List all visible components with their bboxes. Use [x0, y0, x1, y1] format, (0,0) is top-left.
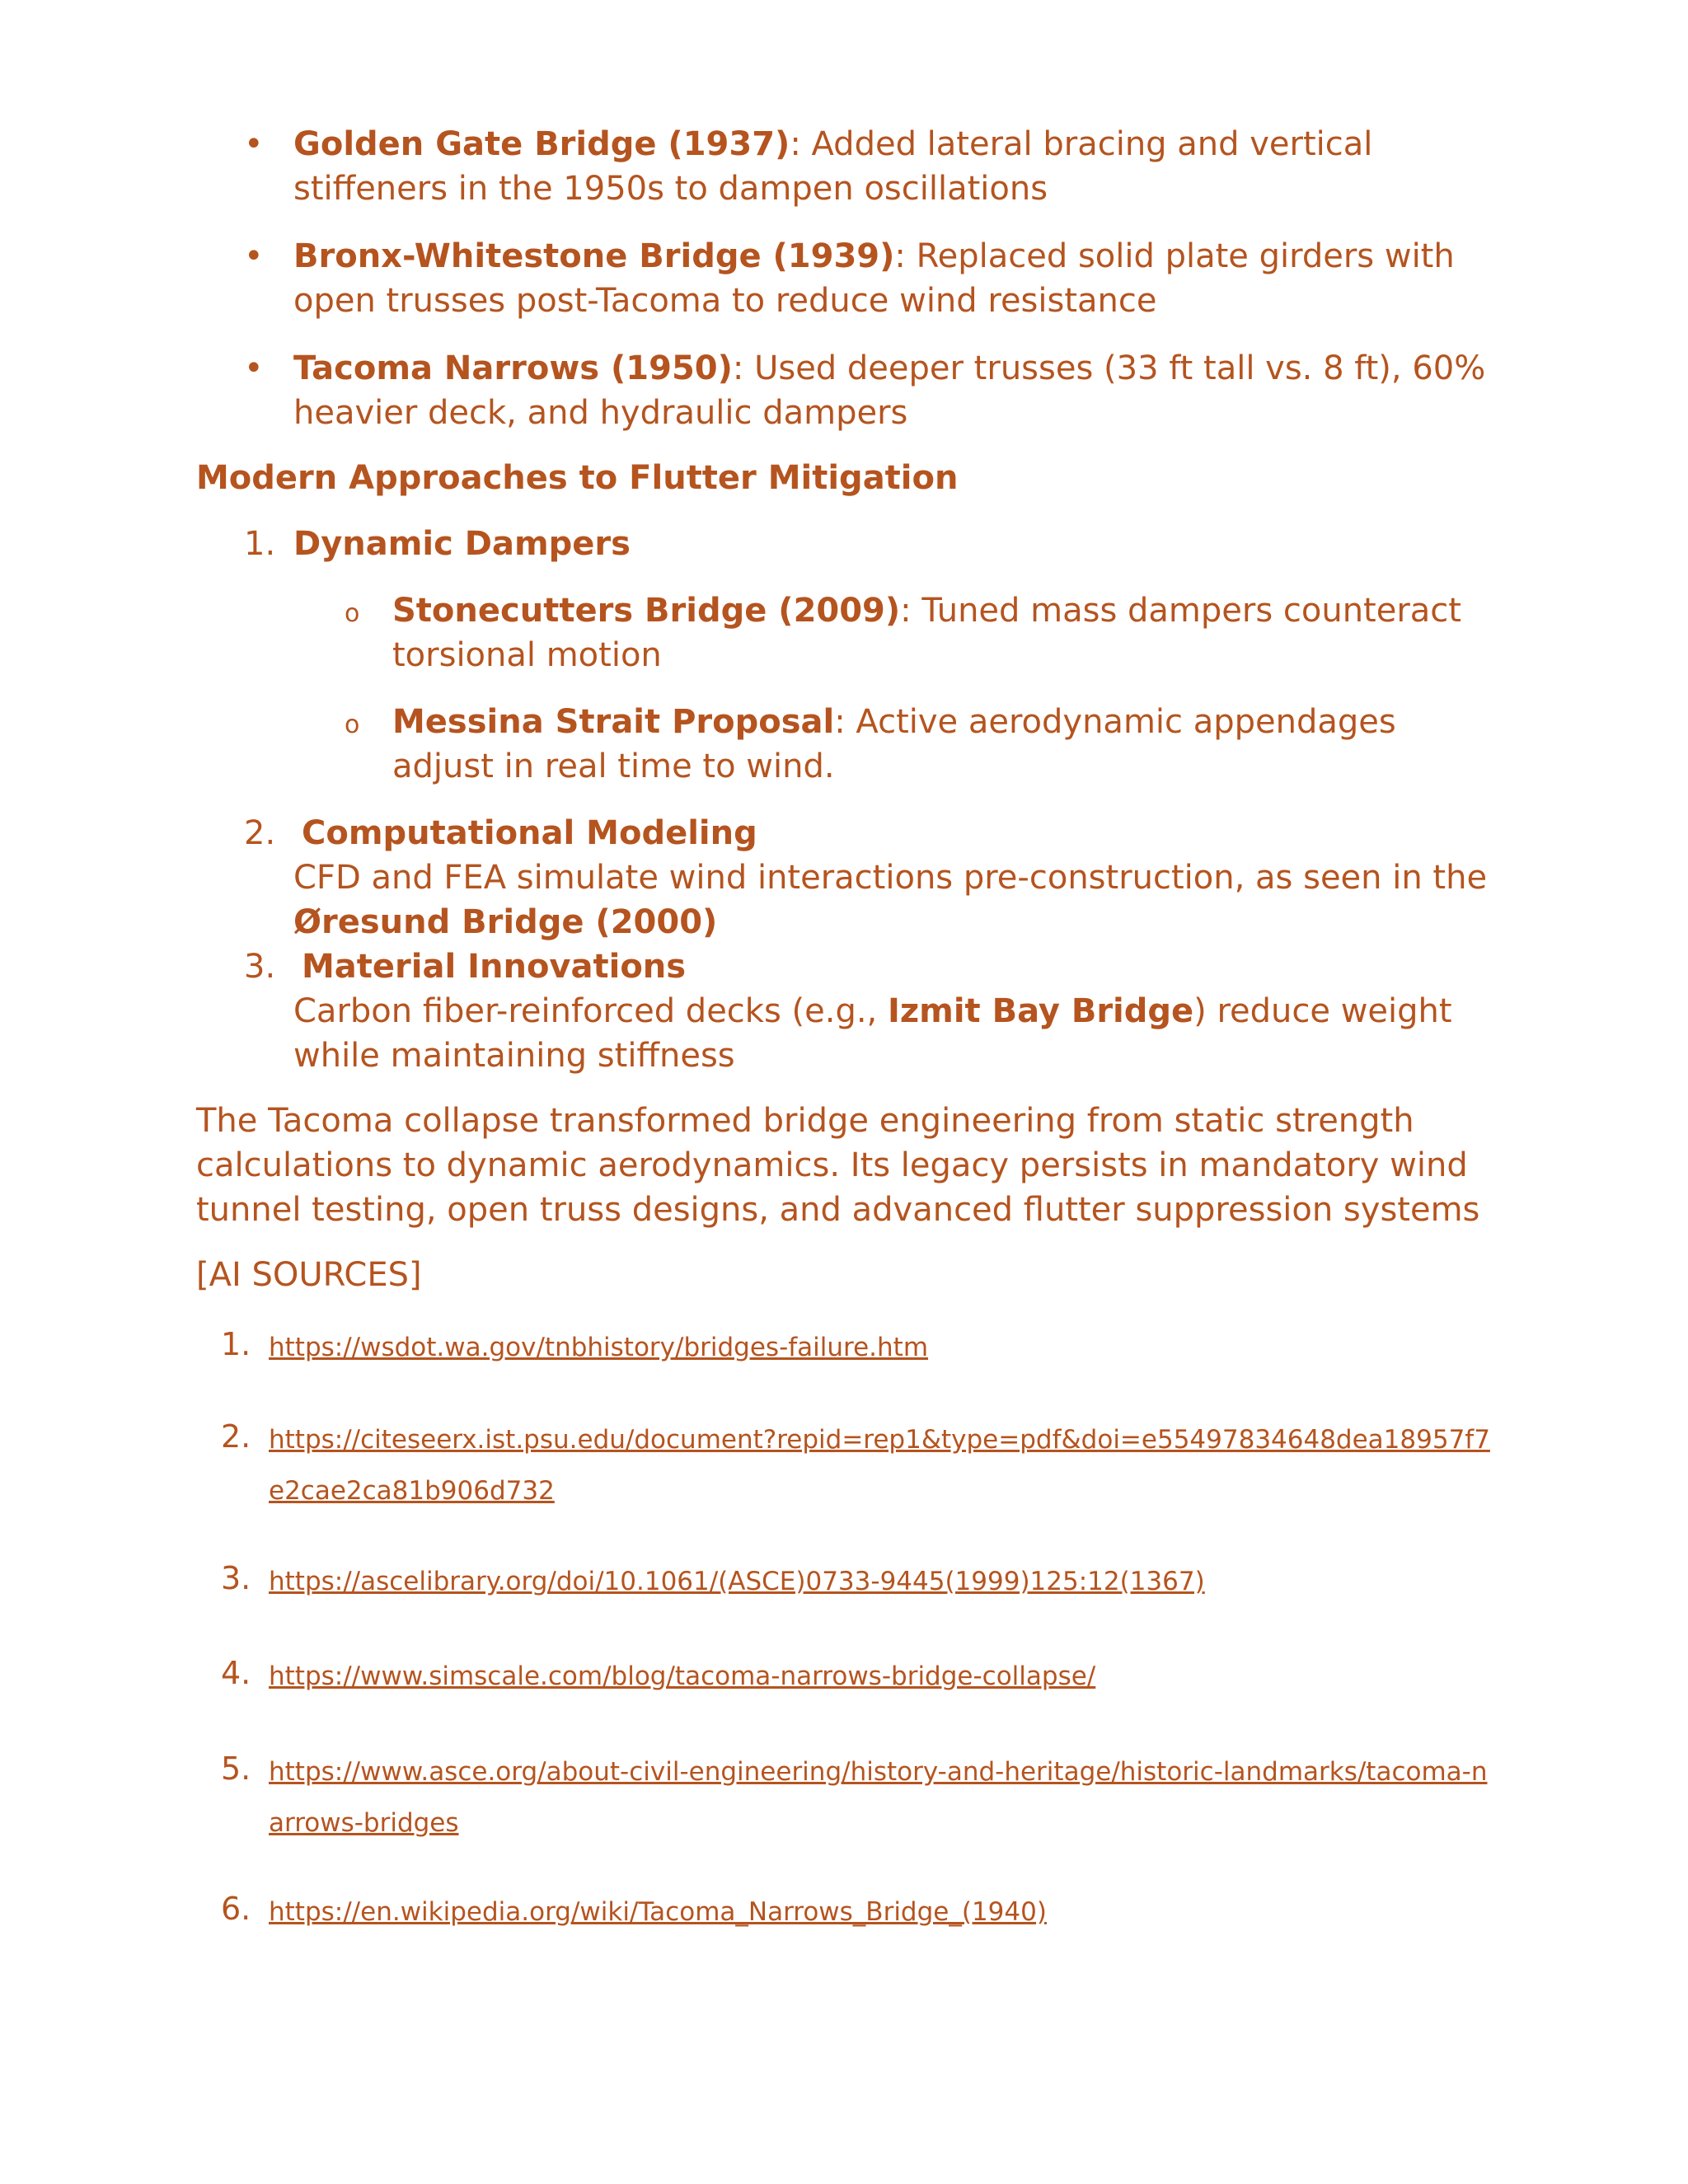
bridge-description: : Replaced solid plate girders with open trusses post-Tacoma to reduce wind resistance	[293, 237, 1455, 320]
sub-list-item	[196, 700, 1498, 789]
source-link[interactable]: https://citeseerx.ist.psu.edu/document?repid=rep1&type=pdf&doi=e55497834648dea18957f7e2cae2ca81b906d732	[269, 1425, 1490, 1506]
item-description-end: ) reduce weight while maintaining stiffness	[293, 992, 1452, 1075]
bridge-description: : Added lateral bracing and vertical stiffeners in the 1950s to dampen oscillations	[293, 125, 1373, 208]
numbered-item-computational-modeling	[196, 811, 1498, 944]
source-item	[196, 1556, 1498, 1607]
list-item	[196, 234, 1498, 323]
item-title: Material Innovations	[302, 948, 687, 986]
source-link[interactable]: https://www.simscale.com/blog/tacoma-narrows-bridge-collapse/	[269, 1661, 1096, 1691]
source-item	[196, 1414, 1498, 1516]
bullet-icon: •	[244, 237, 264, 275]
bridge-name: Izmit Bay Bridge	[887, 992, 1194, 1030]
item-number: 2.	[244, 814, 276, 852]
bridge-retrofit-list	[196, 122, 1498, 458]
bridge-name: Messina Strait Proposal	[392, 703, 835, 741]
bridge-description: : Tuned mass dampers counteract torsional motion	[392, 592, 1461, 674]
conclusion-paragraph: The Tacoma collapse transformed bridge engineering from static strength calculations to dynamic aerodynamics. Its legacy persists in mandatory wind tunnel testing, open truss designs, and advanced flutter suppression systems	[196, 1102, 1480, 1229]
bridge-name: Golden Gate Bridge (1937)	[293, 125, 790, 163]
circle-bullet-icon: o	[345, 599, 360, 628]
source-number: 3.	[221, 1560, 251, 1596]
bridge-description: : Active aerodynamic appendages adjust in real time to wind.	[392, 703, 1396, 785]
item-number: 1.	[244, 525, 276, 563]
item-description: CFD and FEA simulate wind interactions pre-construction, as seen in the	[293, 859, 1488, 897]
bullet-icon: •	[244, 349, 264, 387]
circle-bullet-icon: o	[345, 710, 360, 739]
numbered-item-dynamic-dampers	[196, 522, 1498, 566]
source-item	[196, 1651, 1498, 1702]
list-item	[196, 122, 1498, 211]
item-title: Dynamic Dampers	[293, 525, 631, 563]
source-link[interactable]: https://ascelibrary.org/doi/10.1061/(ASCE)0733-9445(1999)125:12(1367)	[269, 1567, 1205, 1596]
source-number: 6.	[221, 1891, 251, 1927]
bridge-name: Bronx-Whitestone Bridge (1939)	[293, 237, 895, 275]
source-item	[196, 1746, 1498, 1849]
bridge-description: : Used deeper trusses (33 ft tall vs. 8 ft), 60% heavier deck, and hydraulic dampers	[293, 349, 1486, 432]
bullet-icon: •	[244, 125, 264, 163]
list-item	[196, 346, 1498, 435]
source-number: 4.	[221, 1655, 251, 1691]
item-description: Carbon fiber-reinforced decks (e.g.,	[293, 992, 888, 1030]
source-item	[196, 1886, 1498, 1938]
source-number: 1.	[221, 1326, 251, 1362]
source-number: 2.	[221, 1418, 251, 1455]
sub-list-item	[196, 588, 1498, 677]
source-link[interactable]: https://en.wikipedia.org/wiki/Tacoma_Narrows_Bridge_(1940)	[269, 1897, 1047, 1927]
source-item	[196, 1322, 1498, 1373]
numbered-item-material-innovations	[196, 944, 1498, 1078]
item-title: Computational Modeling	[302, 814, 757, 852]
section-heading: Modern Approaches to Flutter Mitigation	[196, 459, 959, 497]
source-link[interactable]: https://www.asce.org/about-civil-engineering/history-and-heritage/historic-landmarks/tacoma-narrows-bridges	[269, 1757, 1488, 1838]
bridge-name: Øresund Bridge (2000)	[293, 903, 718, 941]
source-link[interactable]: https://wsdot.wa.gov/tnbhistory/bridges-failure.htm	[269, 1333, 929, 1362]
bridge-name: Tacoma Narrows (1950)	[293, 349, 733, 387]
source-number: 5.	[221, 1750, 251, 1787]
item-number: 3.	[244, 948, 276, 986]
bridge-name: Stonecutters Bridge (2009)	[392, 592, 901, 630]
sources-label: [AI SOURCES]	[196, 1256, 422, 1294]
